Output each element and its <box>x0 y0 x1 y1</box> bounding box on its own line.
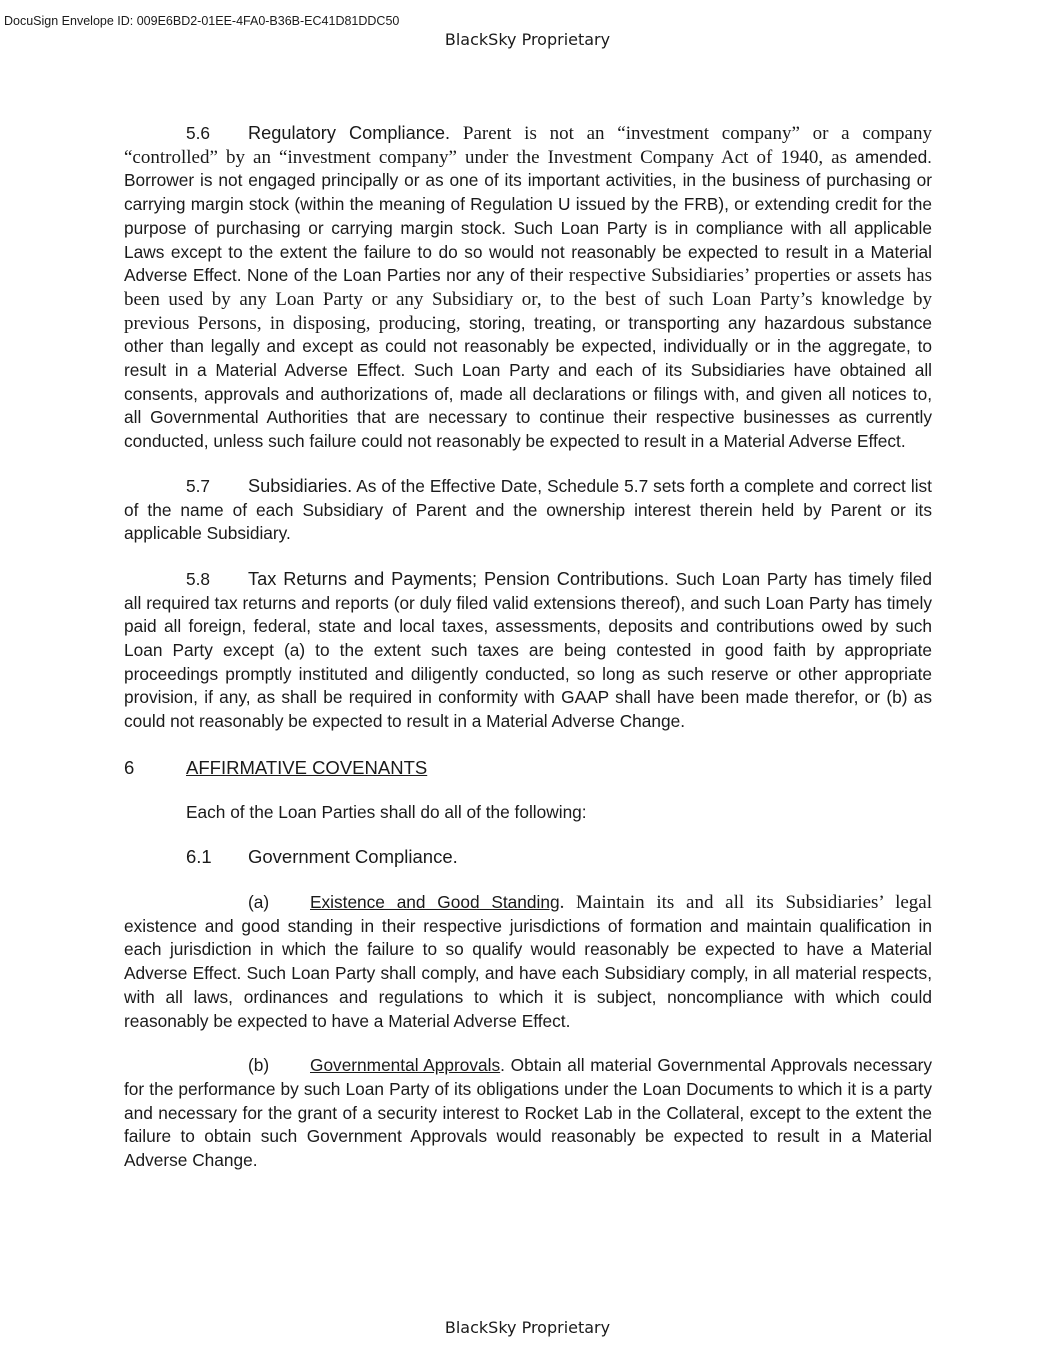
page-header: BlackSky Proprietary <box>444 30 611 49</box>
docusign-envelope-id: DocuSign Envelope ID: 009E6BD2-01EE-4FA0-B36B-EC41D81DDC50 <box>4 14 400 28</box>
subsection-label: (a) <box>248 891 270 912</box>
subsection-title: Existence and Good Standing <box>310 891 560 912</box>
section-number: 5.7 <box>186 475 211 496</box>
document-body <box>124 122 932 1173</box>
section-text-serif: respective Subsidiaries’ properties or assets has been used by any Loan Party or any Subsidiary or, to the best of such Loan Party’s knowledge by previous Persons, in disposing, producing, <box>124 265 932 334</box>
section-title: Regulatory Compliance. <box>248 123 451 143</box>
section-6-intro: Each of the Loan Parties shall do all of the following: <box>186 801 587 822</box>
section-title: Tax Returns and Payments; Pension Contributions. <box>248 568 669 589</box>
section-6-heading <box>124 756 932 780</box>
section-text: storing, treating, or transporting any hazardous substance other than legally and except as could not reasonably be expected, individually or in the aggregate, to result in a Material Adverse Effect. Such Loan Party and each of its Subsidiaries have obtained all consents, approvals and authorizations of, made all declarations or filings with, and given all notices to, all Governmental Authorities that are necessary to continue their respective businesses as currently conducted, unless such failure could not reasonably be expected to result in a Material Adverse Effect. <box>124 312 933 452</box>
subsection-title: Governmental Approvals <box>310 1055 501 1076</box>
section-number: 5.8 <box>186 568 211 589</box>
subsection-text-serif: . Maintain its and all its Subsidiaries’ legal <box>559 891 932 913</box>
section-number: 6 <box>124 756 135 778</box>
section-5-8 <box>124 568 932 734</box>
section-text: Such Loan Party has timely filed all required tax returns and reports (or duly filed valid extensions thereof), and such Loan Party has timely paid all foreign, federal, state and local taxes, assessments, deposits and contributions owed by such Loan Party except (a) to the extent such taxes are being contested in good faith by appropriate proceedings promptly instituted and diligently conducted, so long as such reserve or other appropriate provision, if any, as shall be required in conformity with GAAP shall have been made therefor, or (b) as could not reasonably be expected to result in a Material Adverse Change. <box>124 568 932 732</box>
section-6-1-b <box>124 1054 932 1173</box>
subsection-label: (b) <box>248 1055 270 1076</box>
section-text: amended. Borrower is not engaged principally or as one of its important activities, in the business of purchasing or carrying margin stock (within the meaning of Regulation U issued by the FRB), or extending credit for the purpose of purchasing or carrying margin stock. Such Loan Party is in compliance with all applicable Laws except to the extent the failure to do so would not reasonably be expected to result in a Material Adverse Effect. None of the Loan Parties nor any of their <box>124 146 932 286</box>
subsection-text: . Obtain all material Governmental Approvals necessary for the performance by such Loan Party of its obligations under the Loan Documents to which it is a party and necessary for the grant of a security interest to Rocket Lab in the Collateral, except to the extent the failure to obtain such Government Approvals would reasonably be expected to result in a Material Adverse Change. <box>124 1055 932 1171</box>
section-text: As of the Effective Date, Schedule 5.7 sets forth a complete and correct list of the name of each Subsidiary of Parent and the ownership interest therein held by Parent or its applicable Subsidiary. <box>124 475 932 544</box>
section-text-serif: Parent is not an “investment company” or a company “controlled” by an “investment company” under the Investment Company Act of 1940, as <box>124 123 932 168</box>
section-6-1-a <box>124 891 932 1033</box>
section-5-7 <box>124 475 932 546</box>
section-title: Subsidiaries. <box>248 475 353 496</box>
section-title: Government Compliance. <box>248 846 458 868</box>
section-6-1-heading <box>124 845 932 869</box>
section-number: 6.1 <box>186 846 212 868</box>
subsection-text: existence and good standing in their respective jurisdictions of formation and maintain qualification in each jurisdiction in which the failure to so qualify would reasonably be expected to have a Material Adverse Effect. Such Loan Party shall comply, and have each Subsidiary comply, in all material respects, with all laws, ordinances and regulations to which it is subject, noncompliance with which could reasonably be expected to have a Material Adverse Effect. <box>124 915 932 1031</box>
section-number: 5.6 <box>186 123 211 143</box>
section-5-6 <box>124 122 932 454</box>
page-footer: BlackSky Proprietary <box>444 1318 611 1337</box>
section-title: AFFIRMATIVE COVENANTS <box>186 756 428 778</box>
